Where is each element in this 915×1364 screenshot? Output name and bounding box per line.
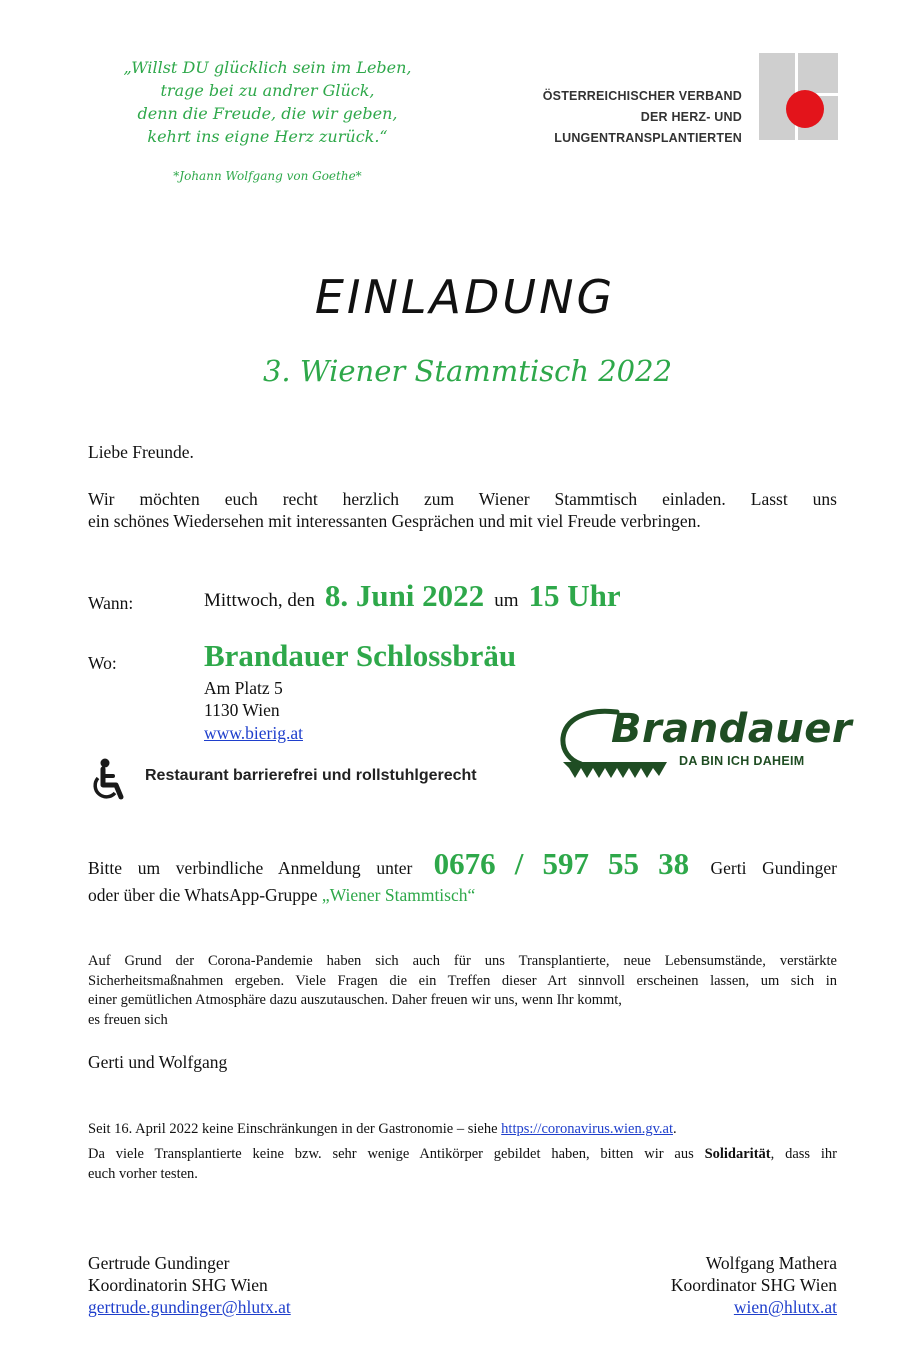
org-line: LUNGENTRANSPLANTIERTEN [554, 131, 742, 145]
greeting: Liebe Freunde. [88, 442, 194, 462]
signoff: Gerti und Wolfgang [88, 1052, 228, 1072]
registration-text: Bitte um verbindliche Anmeldung unter [88, 858, 413, 878]
registration-line-2 [88, 884, 475, 906]
footer-right-email-link[interactable]: wien@hlutx.at [733, 1297, 837, 1317]
footer-left-role: Koordinatorin SHG Wien [88, 1275, 268, 1295]
org-line: ÖSTERREICHISCHER VERBAND [542, 89, 742, 103]
registration-line-1 [88, 846, 837, 882]
footer-right [560, 1252, 837, 1318]
event-time: 15 Uhr [528, 578, 621, 613]
where-label: Wo: [88, 653, 117, 673]
when-mid: um [494, 590, 519, 611]
notice-line2-end: , dass ihr [770, 1146, 837, 1162]
event-date: 8. Juni 2022 [324, 578, 485, 613]
notice-line-2 [88, 1145, 837, 1165]
intro-line-2: ein schönes Wiedersehen mit interessanten Gesprächen und mit viel Freude verbringen. [88, 511, 701, 531]
venue-street: Am Platz 5 [204, 678, 283, 698]
brandauer-logo [555, 698, 853, 788]
quote-line: trage bei zu andrer Glück, [160, 81, 375, 100]
wheelchair-icon [90, 758, 130, 802]
quote-author: *Johann Wolfgang von Goethe* [173, 169, 362, 183]
quote-line: „Willst DU glücklich sein im Leben, [123, 58, 412, 77]
footer-left [88, 1252, 291, 1318]
venue-website-link[interactable]: www.bierig.at [204, 723, 303, 743]
contact-name: Gerti Gundinger [710, 858, 837, 878]
corona-line: Auf Grund der Corona-Pandemie haben sich auch für uns Transplantierte, neue Lebensumstände, verstärkte [88, 953, 837, 969]
venue-name: Brandauer Schlossbräu [204, 638, 517, 673]
page-title: EINLADUNG [314, 270, 616, 324]
notice-solidarity: Solidarität [704, 1146, 771, 1162]
organization-name [520, 86, 742, 149]
notice-line-3: euch vorher testen. [88, 1166, 198, 1182]
when-label: Wann: [88, 593, 134, 613]
venue-city: 1130 Wien [204, 700, 280, 720]
corona-line: es freuen sich [88, 1011, 168, 1028]
quote-line: kehrt ins eigne Herz zurück.“ [147, 127, 388, 146]
corona-paragraph [88, 952, 837, 1030]
corona-line: Sicherheitsmaßnahmen ergeben. Viele Fragen die ein Treffen dieser Art sinnvoll erscheinen lassen, um sich in [88, 972, 837, 989]
footer-left-email-link[interactable]: gertrude.gundinger@hlutx.at [88, 1297, 291, 1317]
notice-line-1 [88, 1120, 677, 1140]
quote-line: denn die Freude, die wir geben, [137, 104, 398, 123]
coronavirus-link[interactable]: https://coronavirus.wien.gv.at [501, 1121, 673, 1137]
registration-line2-prefix: oder über die WhatsApp-Gruppe [88, 885, 318, 905]
when-value [204, 578, 621, 614]
corona-line: einer gemütlichen Atmosphäre dazu auszutauschen. Daher freuen wir uns, wenn Ihr kommt, [88, 992, 622, 1008]
when-prefix: Mittwoch, den [204, 590, 315, 611]
footer-right-name: Wolfgang Mathera [705, 1253, 837, 1273]
whatsapp-group-name: „Wiener Stammtisch“ [321, 885, 476, 905]
org-line: DER HERZ- UND [640, 110, 742, 124]
brandauer-tagline: DA BIN ICH DAHEIM [679, 754, 805, 768]
page-subtitle: 3. Wiener Stammtisch 2022 [262, 354, 673, 388]
brandauer-logo-text: Brandauer [611, 706, 853, 752]
notice-text: Seit 16. April 2022 keine Einschränkungen in der Gastronomie – siehe [88, 1121, 498, 1137]
footer-right-role: Koordinator SHG Wien [670, 1275, 837, 1295]
accessibility-text: Restaurant barrierefrei und rollstuhlgerecht [145, 767, 477, 784]
goethe-quote [90, 56, 445, 148]
notice-line2-text: Da viele Transplantierte keine bzw. sehr wenige Antikörper gebildet haben, bitten wir aus [88, 1146, 694, 1162]
intro-line-1: Wir möchten euch recht herzlich zum Wiener Stammtisch einladen. Lasst uns [88, 489, 837, 509]
notice-period: . [673, 1121, 677, 1137]
phone-number: 0676 / 597 55 38 [433, 846, 690, 881]
organization-logo [759, 53, 838, 140]
footer-left-name: Gertrude Gundinger [88, 1253, 230, 1273]
